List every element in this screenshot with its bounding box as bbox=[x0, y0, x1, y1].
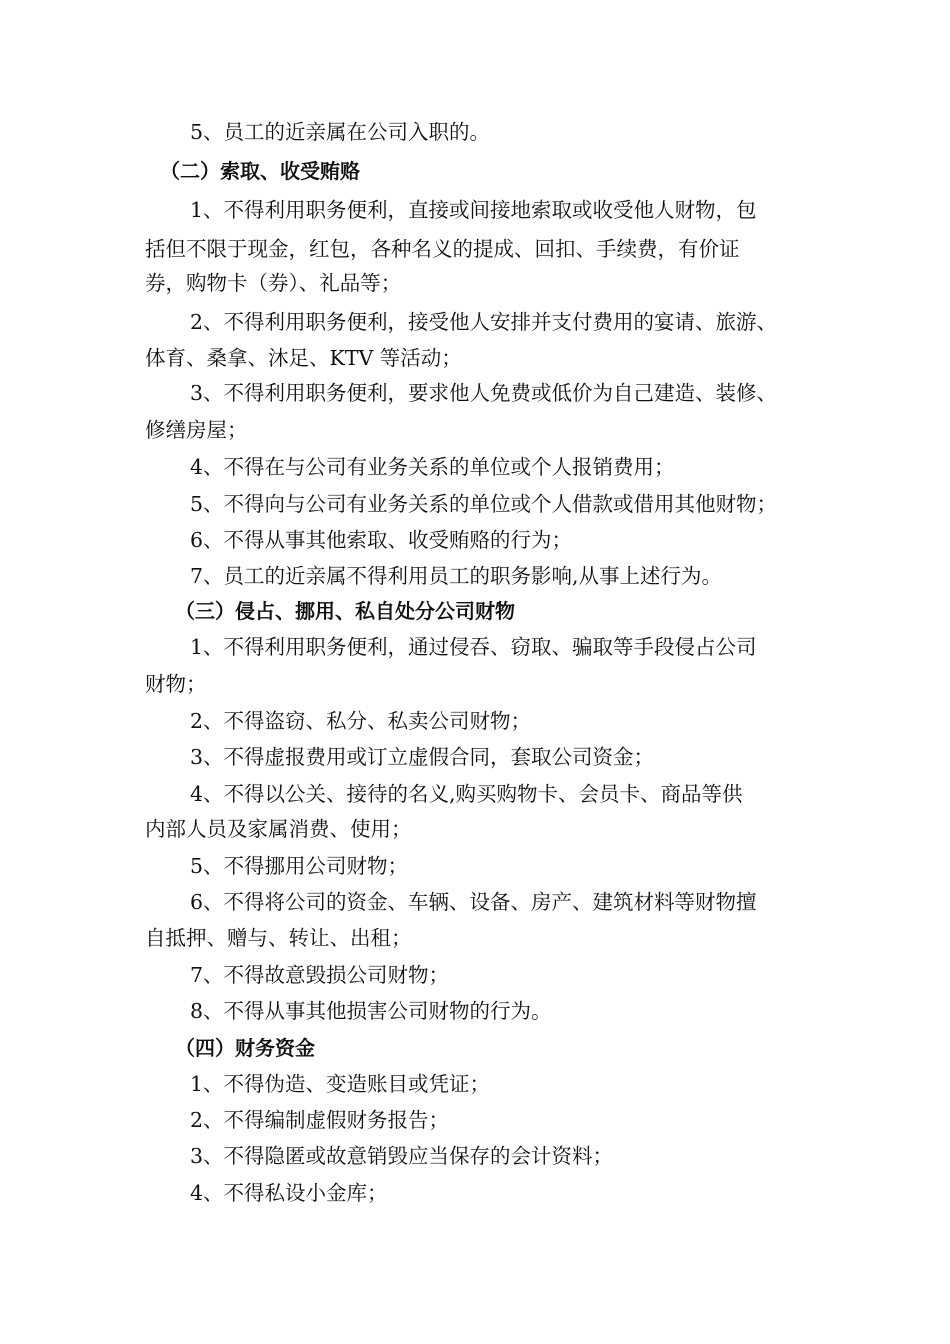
paragraph-line: 5、不得挪用公司财物； bbox=[190, 854, 409, 878]
paragraph-line: 2、不得盗窃、私分、私卖公司财物； bbox=[190, 709, 532, 733]
paragraph-line: 3、不得隐匿或故意销毁应当保存的会计资料； bbox=[190, 1144, 614, 1168]
paragraph-line: 4、不得在与公司有业务关系的单位或个人报销费用； bbox=[190, 455, 675, 479]
paragraph-line: 财物； bbox=[145, 672, 207, 696]
paragraph-line: 括但不限于现金，红包，各种名义的提成、回扣、手续费，有价证 bbox=[145, 237, 740, 261]
paragraph-line: 8、不得从事其他损害公司财物的行为。 bbox=[190, 999, 552, 1023]
paragraph-line: 3、不得虚报费用或订立虚假合同，套取公司资金； bbox=[190, 745, 655, 769]
paragraph-line: 自抵押、赠与、转让、出租； bbox=[145, 926, 412, 950]
paragraph-line: 4、不得私设小金库； bbox=[190, 1181, 388, 1205]
paragraph-line: 1、不得伪造、变造账目或凭证； bbox=[190, 1072, 491, 1096]
paragraph-line: 修缮房屋； bbox=[145, 418, 248, 442]
paragraph-line: 2、不得利用职务便利，接受他人安排并支付费用的宴请、旅游、 bbox=[190, 310, 778, 334]
paragraph-line: 内部人员及家属消费、使用； bbox=[145, 817, 412, 841]
section-heading: （二）索取、收受贿赂 bbox=[160, 159, 360, 183]
paragraph-line: 6、不得将公司的资金、车辆、设备、房产、建筑材料等财物擅 bbox=[190, 890, 757, 914]
paragraph-line: 5、不得向与公司有业务关系的单位或个人借款或借用其他财物； bbox=[190, 492, 778, 516]
paragraph-line: 7、员工的近亲属不得利用员工的职务影响,从事上述行为。 bbox=[190, 564, 723, 588]
paragraph-line: 7、不得故意毁损公司财物； bbox=[190, 963, 450, 987]
paragraph-line: 6、不得从事其他索取、收受贿赂的行为； bbox=[190, 528, 573, 552]
paragraph-line: 1、不得利用职务便利，直接或间接地索取或收受他人财物，包 bbox=[190, 198, 757, 222]
paragraph-line: 券，购物卡（券）、礼品等； bbox=[145, 271, 402, 295]
paragraph-line: 3、不得利用职务便利，要求他人免费或低价为自己建造、装修、 bbox=[190, 381, 778, 405]
section-heading: （三）侵占、挪用、私自处分公司财物 bbox=[175, 599, 515, 623]
paragraph-line: 2、不得编制虚假财务报告； bbox=[190, 1108, 450, 1132]
section-heading: （四）财务资金 bbox=[175, 1036, 315, 1060]
paragraph-line: 5、员工的近亲属在公司入职的。 bbox=[190, 120, 491, 144]
paragraph-line: 4、不得以公关、接待的名义,购买购物卡、会员卡、商品等供 bbox=[190, 782, 743, 806]
paragraph-line: 体育、桑拿、沐足、KTV 等活动； bbox=[145, 346, 462, 370]
paragraph-line: 1、不得利用职务便利，通过侵吞、窃取、骗取等手段侵占公司 bbox=[190, 635, 757, 659]
